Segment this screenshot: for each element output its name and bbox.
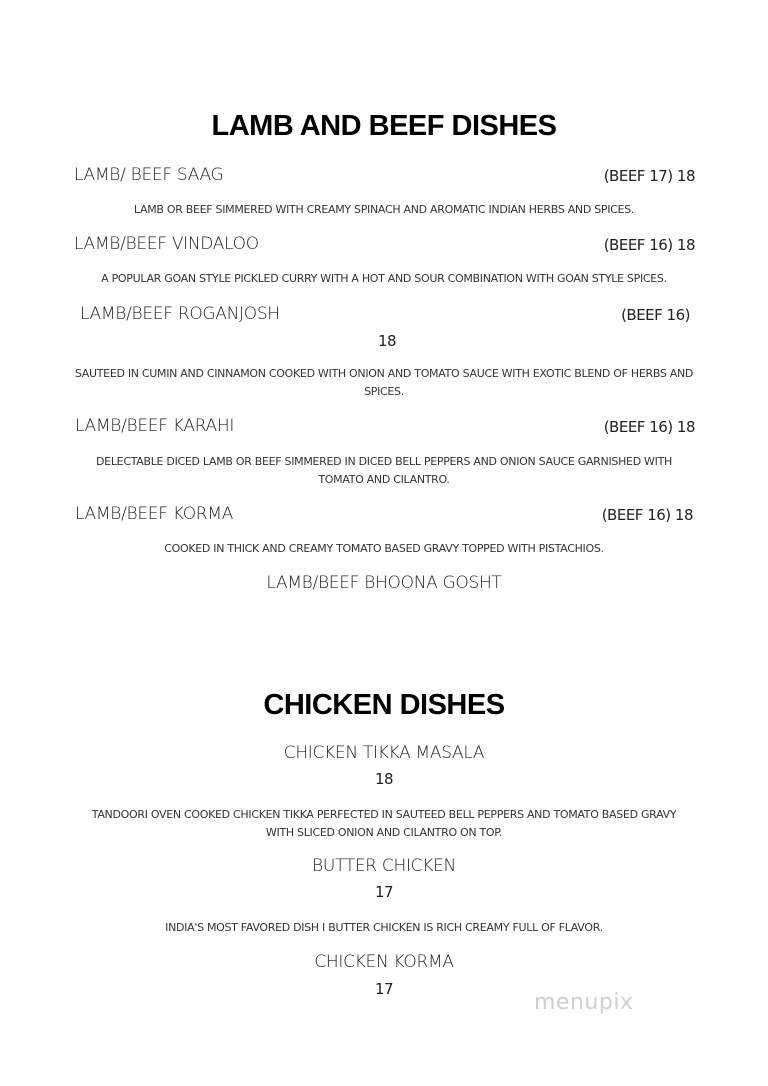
dish-price-continued: 18 [378,332,397,350]
dish-description: LAMB OR BEEF SIMMERED WITH CREAMY SPINACH AND AROMATIC INDIAN HERBS AND SPICES. [133,203,635,216]
dish-name: CHICKEN TIKKA MASALA [283,743,485,763]
dish-description: SAUTEED IN CUMIN AND CINNAMON COOKED WITH ONION AND TOMATO SAUCE WITH EXOTIC BLEND OF HERBS AND SPICES. [74,367,694,398]
menupix-watermark: menupix [534,990,634,1015]
dish-name: LAMB/BEEF KORMA [75,504,234,524]
dish-name: LAMB/BEEF BHOONA GOSHT [266,573,502,593]
dish-description: COOKED IN THICK AND CREAMY TOMATO BASED GRAVY TOPPED WITH PISTACHIOS. [164,542,604,555]
dish-price: (BEEF 17) 18 [603,167,695,185]
dish-price: 17 [374,883,394,901]
dish-description: DELECTABLE DICED LAMB OR BEEF SIMMERED IN DICED BELL PEPPERS AND ONION SAUCE GARNISHED WITH TOMATO AND CILANTRO. [96,455,672,486]
chicken-section-heading: CHICKEN DISHES [263,689,505,721]
dish-name: LAMB/ BEEF SAAG [74,165,224,185]
dish-description: A POPULAR GOAN STYLE PICKLED CURRY WITH A HOT AND SOUR COMBINATION WITH GOAN STYLE SPICES. [101,272,667,285]
dish-name: BUTTER CHICKEN [312,856,456,876]
dish-price: (BEEF 16) 18 [603,418,695,436]
dish-price: (BEEF 16) 18 [601,506,693,524]
dish-description: TANDOORI OVEN COOKED CHICKEN TIKKA PERFECTED IN SAUTEED BELL PEPPERS AND TOMATO BASED GRAVY WITH SLICED ONION AND CILANTRO ON TOP. [91,808,677,839]
dish-name: CHICKEN KORMA [314,952,454,972]
lamb-section-heading: LAMB AND BEEF DISHES [211,110,557,142]
dish-name: LAMB/BEEF KARAHI [75,416,235,436]
dish-price: 18 [374,770,394,788]
dish-name: LAMB/BEEF VINDALOO [74,234,259,254]
dish-price: 17 [374,980,394,998]
dish-price: (BEEF 16) [621,306,690,324]
dish-price: (BEEF 16) 18 [603,236,695,254]
dish-name: LAMB/BEEF ROGANJOSH [80,304,280,324]
dish-description: INDIA'S MOST FAVORED DISH I BUTTER CHICKEN IS RICH CREAMY FULL OF FLAVOR. [165,921,603,934]
